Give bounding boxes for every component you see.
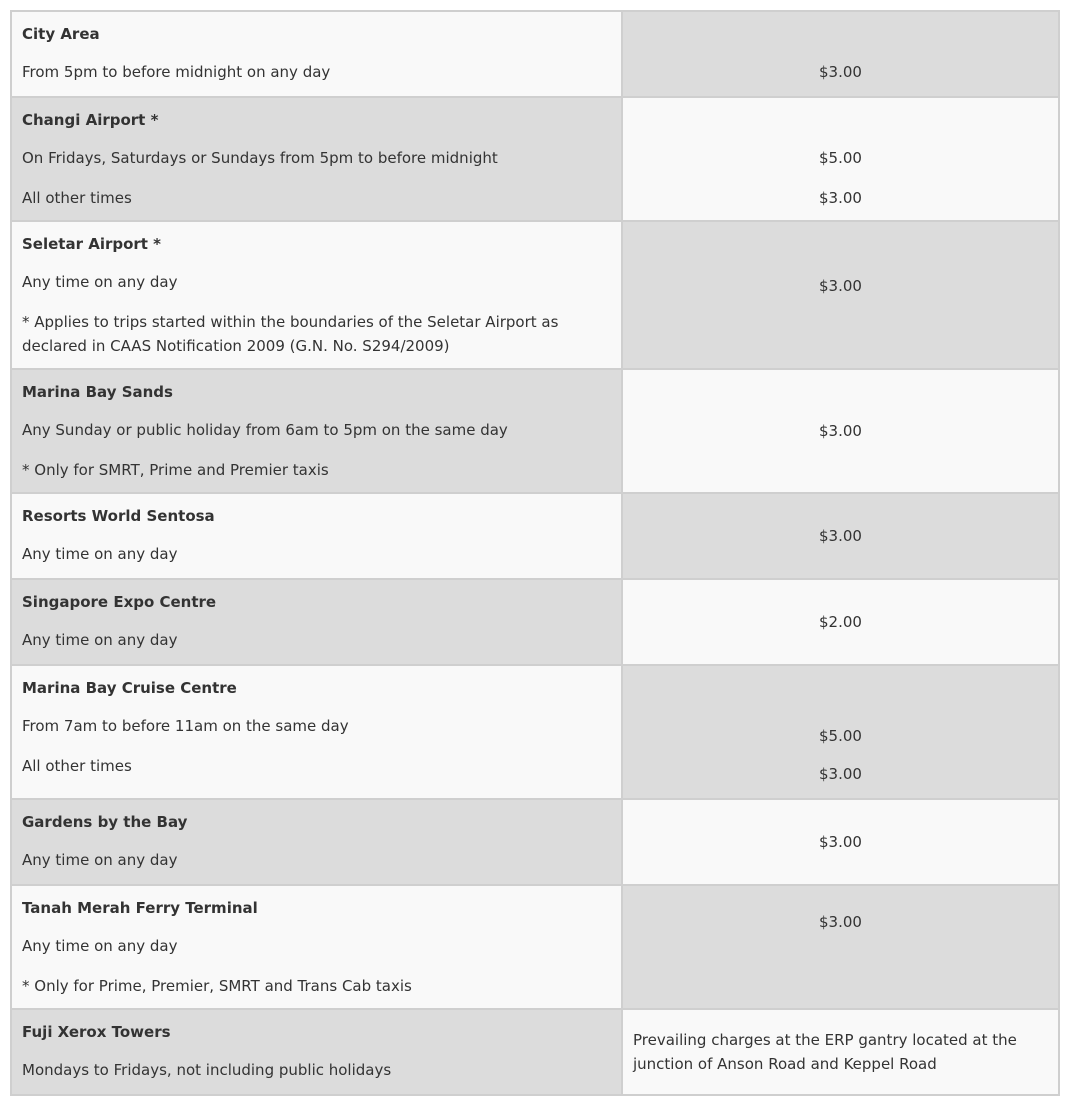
location-cell — [11, 799, 622, 885]
price-value: $3.00 — [819, 277, 862, 295]
table-row — [11, 1009, 1059, 1095]
price-value: $3.00 — [819, 833, 862, 851]
condition-text: On Fridays, Saturdays or Sundays from 5pm to before midnight — [22, 149, 498, 167]
condition-text: Mondays to Fridays, not including public holidays — [22, 1061, 392, 1079]
table-row — [11, 369, 1059, 493]
condition-text: Any time on any day — [22, 937, 178, 955]
price-cell — [622, 11, 1059, 97]
condition-text: From 5pm to before midnight on any day — [22, 63, 331, 81]
price-cell — [622, 97, 1059, 221]
condition-text: From 7am to before 11am on the same day — [22, 717, 349, 735]
price-value: $2.00 — [819, 613, 862, 631]
footnote-text: * Only for Prime, Premier, SMRT and Trans Cab taxis — [22, 977, 412, 995]
table-row — [11, 221, 1059, 369]
table-row — [11, 579, 1059, 665]
table-row — [11, 11, 1059, 97]
location-cell — [11, 11, 622, 97]
location-name: Marina Bay Cruise Centre — [22, 679, 237, 697]
footnote-text: * Only for SMRT, Prime and Premier taxis — [22, 461, 329, 479]
location-cell — [11, 579, 622, 665]
table-row — [11, 799, 1059, 885]
condition-text: Any time on any day — [22, 631, 178, 649]
table-row — [11, 665, 1059, 799]
price-cell — [622, 1009, 1059, 1095]
price-value: $3.00 — [819, 63, 862, 81]
price-cell — [622, 493, 1059, 579]
price-cell — [622, 369, 1059, 493]
location-cell — [11, 665, 622, 799]
table-row — [11, 97, 1059, 221]
price-cell — [622, 579, 1059, 665]
location-name: Singapore Expo Centre — [22, 593, 217, 611]
price-value: Prevailing charges at the ERP gantry located at the junction of Anson Road and Keppel Road — [633, 1031, 1017, 1073]
condition-text: All other times — [22, 757, 132, 775]
location-cell — [11, 885, 622, 1009]
condition-text: Any time on any day — [22, 273, 178, 291]
price-cell — [622, 799, 1059, 885]
location-cell — [11, 97, 622, 221]
location-cell — [11, 369, 622, 493]
condition-text: Any time on any day — [22, 545, 178, 563]
location-cell — [11, 493, 622, 579]
price-value: $3.00 — [819, 913, 862, 931]
surcharge-table — [10, 10, 1060, 1096]
location-name: Tanah Merah Ferry Terminal — [22, 899, 258, 917]
location-name: Gardens by the Bay — [22, 813, 188, 831]
location-name: Marina Bay Sands — [22, 383, 173, 401]
price-cell — [622, 885, 1059, 1009]
location-name: Changi Airport * — [22, 111, 159, 129]
location-name: City Area — [22, 25, 100, 43]
condition-text: Any time on any day — [22, 851, 178, 869]
location-cell — [11, 1009, 622, 1095]
condition-text: Any Sunday or public holiday from 6am to 5pm on the same day — [22, 421, 508, 439]
location-name: Seletar Airport * — [22, 235, 162, 253]
price-value: $3.00 — [819, 765, 862, 783]
price-value: $3.00 — [819, 527, 862, 545]
location-cell — [11, 221, 622, 369]
table-row — [11, 885, 1059, 1009]
condition-text: All other times — [22, 189, 132, 207]
table-row — [11, 493, 1059, 579]
footnote-text: * Applies to trips started within the boundaries of the Seletar Airport as declared in CAAS Notification 2009 (G.N. No. S294/2009) — [22, 313, 559, 355]
price-value: $5.00 — [819, 149, 862, 167]
price-value: $5.00 — [819, 727, 862, 745]
price-value: $3.00 — [819, 189, 862, 207]
price-cell — [622, 665, 1059, 799]
location-name: Resorts World Sentosa — [22, 507, 215, 525]
price-cell — [622, 221, 1059, 369]
location-name: Fuji Xerox Towers — [22, 1023, 171, 1041]
price-value: $3.00 — [819, 422, 862, 440]
